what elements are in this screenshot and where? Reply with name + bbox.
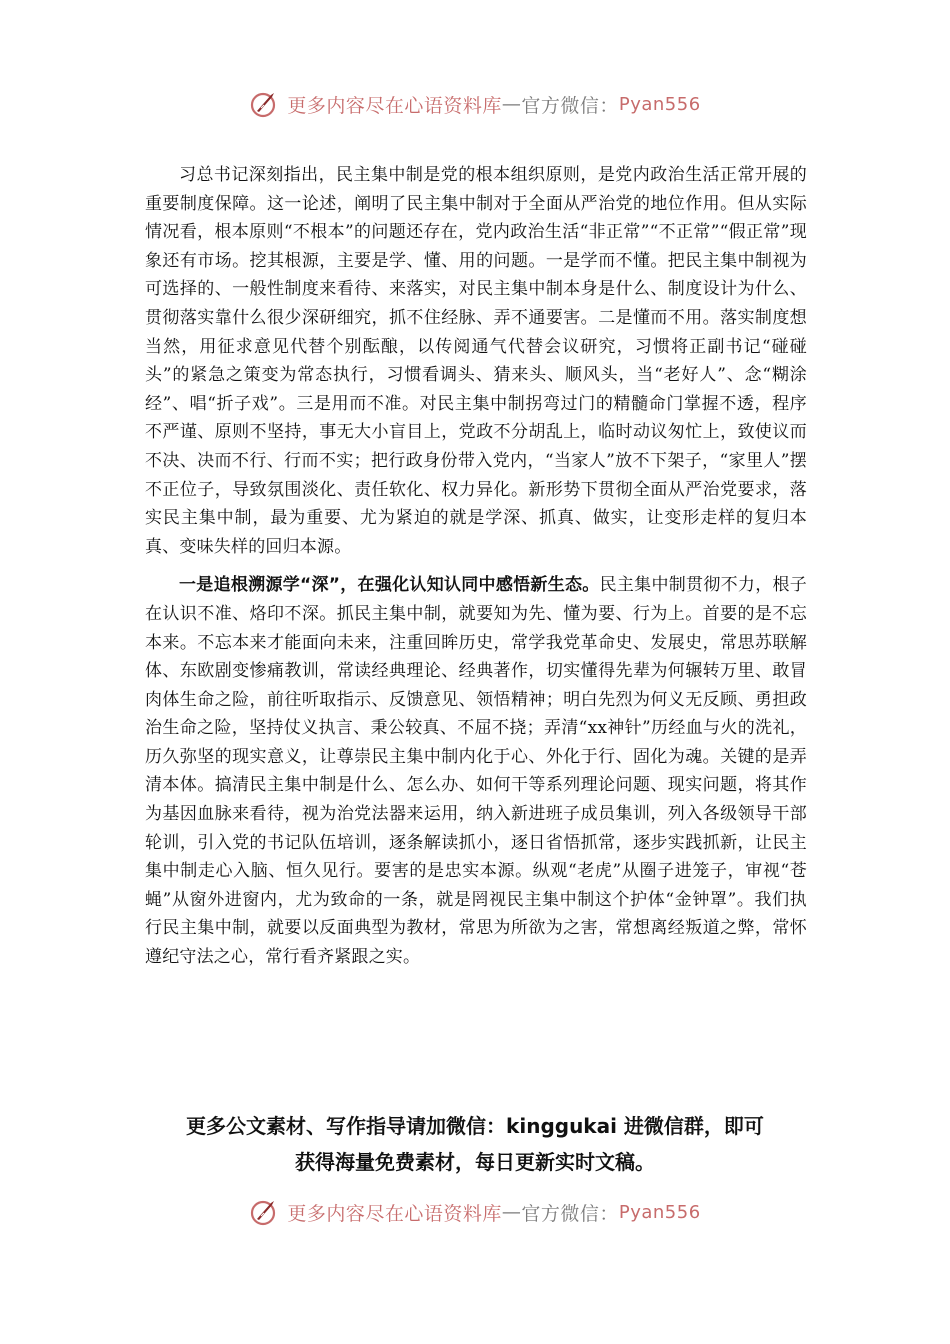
watermark-dash: — (501, 93, 522, 115)
quill-logo-icon (249, 1197, 279, 1227)
watermark-dash: — (501, 1201, 522, 1223)
paragraph-2 (145, 571, 807, 971)
watermark-label: 官方微信： (521, 94, 619, 117)
quill-logo-icon (249, 89, 279, 119)
promo-note (120, 1108, 830, 1180)
watermark-footer (0, 1192, 950, 1232)
paragraph-2-text: 民主集中制贯彻不力，根子在认识不准、烙印不深。抓民主集中制，就要知为先、懂为要、行为上。首要的是不忘本来。不忘本来才能面向未来，注重回眸历史，常学我党革命史、发展史，常思苏联解体、东欧剧变惨痛教训，常读经典理论、经典著作，切实懂得先辈为何辗转万里、敢冒肉体生命之险，前往听取指示、反馈意见、领悟精神；明白先烈为何义无反顾、勇担政治生命之险，坚持仗义执言、秉公较真、不屈不挠；弄清“xx神针”历经血与火的洗礼，历久弥坚的现实意义，让尊崇民主集中制内化于心、外化于行、固化为魂。关键的是弄清本体。搞清民主集中制是什么、怎么办、如何干等系列理论问题、现实问题，将其作为基因血脉来看待，视为治党法器来运用，纳入新进班子成员集训，列入各级领导干部轮训，引入党的书记队伍培训，逐条解读抓小，逐日省悟抓常，逐步实践抓新，让民主集中制走心入脑、恒久见行。要害的是忠实本源。纵观“老虎”从圈子进笼子，审视“苍蝇”从窗外进窗内，尤为致命的一条，就是罔视民主集中制这个护体“金钟罩”。我们执行民主集中制，就要以反面典型为教材，常思为所欲为之害，常想离经叛道之弊，常怀遵纪守法之心，常行看齐紧跟之实。 (145, 575, 807, 968)
watermark-id: Pyan556 (618, 1201, 701, 1223)
watermark-header (0, 84, 950, 124)
paragraph-1-text: 习总书记深刻指出，民主集中制是党的根本组织原则，是党内政治生活正常开展的重要制度保障。这一论述，阐明了民主集中制对于全面从严治党的地位作用。但从实际情况看，根本原则“不根本”的问题还存在，党内政治生活“非正常”“不正常”“假正常”现象还有市场。挖其根源，主要是学、懂、用的问题。一是学而不懂。把民主集中制视为可选择的、一般性制度来看待、来落实，对民主集中制本身是什么、制度设计为什么、贯彻落实靠什么很少深研细究，抓不住经脉、弄不通要害。二是懂而不用。落实制度想当然，用征求意见代替个别酝酿，以传阅通气代替会议研究，习惯将正副书记“碰碰头”的紧急之策变为常态执行，习惯看调头、猜来头、顺风头，当“老好人”、念“糊涂经”、唱“折子戏”。三是用而不准。对民主集中制拐弯过门的精髓命门掌握不透，程序不严谨、原则不坚持，事无大小盲目上，党政不分胡乱上，临时动议匆忙上，致使议而不决、决而不行、行而不实；把行政身份带入党内，“当家人”放不下架子，“家里人”摆不正位子，导致氛围淡化、责任软化、权力异化。新形势下贯彻全面从严治党要求，落实民主集中制，最为重要、尤为紧迫的就是学深、抓真、做实，让变形走样的复归本真、变味失样的回归本源。 (145, 165, 807, 557)
paragraph-2-lead: 一是追根溯源学“深”，在强化认知认同中感悟新生态。 (179, 575, 600, 596)
watermark-brand: 更多内容尽在心语资料库 (287, 94, 502, 117)
watermark-label: 官方微信： (521, 1202, 619, 1225)
watermark-id: Pyan556 (618, 93, 701, 115)
paragraph-1 (145, 161, 807, 561)
promo-line-1: 更多公文素材、写作指导请加微信：kinggukai 进微信群，即可 (186, 1114, 764, 1138)
watermark-brand: 更多内容尽在心语资料库 (287, 1202, 502, 1225)
promo-line-2: 获得海量免费素材，每日更新实时文稿。 (295, 1150, 655, 1174)
document-body (145, 161, 807, 972)
